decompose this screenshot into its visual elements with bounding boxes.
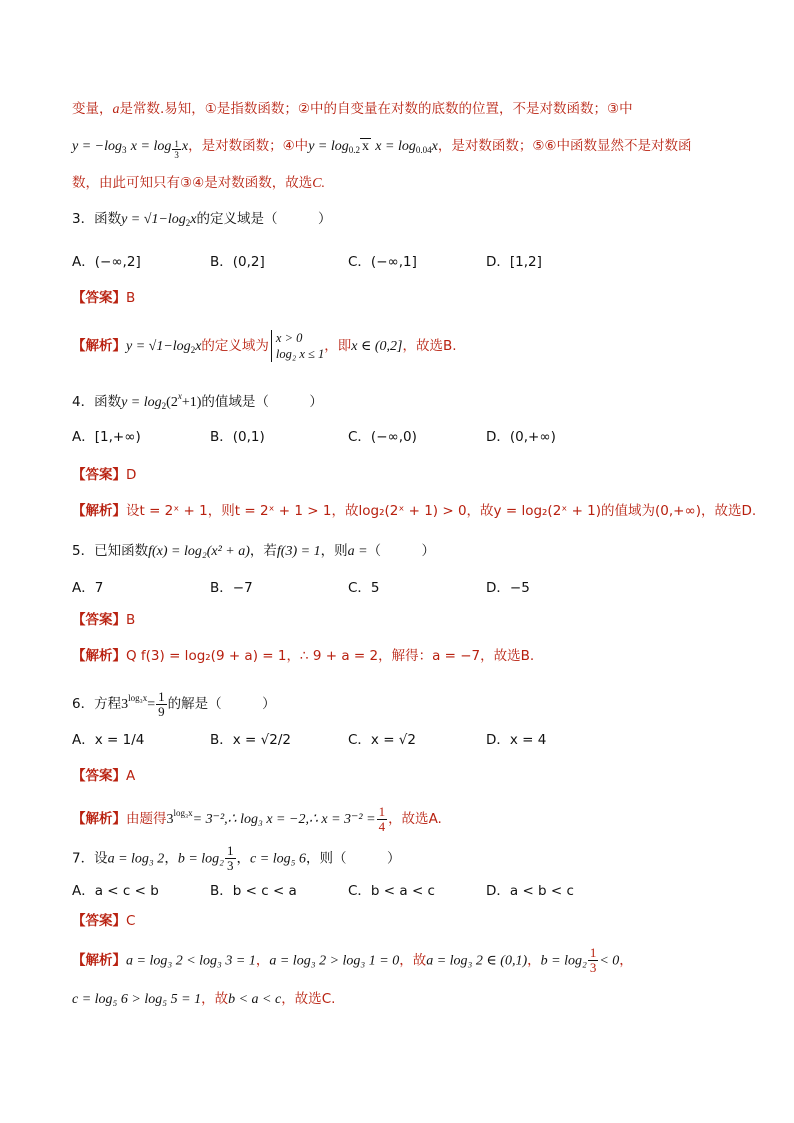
q5-option-a: A．7 bbox=[72, 580, 104, 596]
q5-analysis bbox=[72, 646, 534, 666]
analysis-text: ， bbox=[619, 952, 633, 969]
analysis-text: ，故 bbox=[399, 952, 427, 969]
q-tail: ，则（ ） bbox=[305, 850, 401, 867]
math: x = log bbox=[375, 139, 416, 154]
q-tail: 的定义域是（ ） bbox=[196, 211, 332, 227]
math-sqrt: x bbox=[362, 139, 369, 154]
q3-option-c: C．(−∞,1] bbox=[348, 254, 417, 270]
brace-line: log₂ x ≤ 1 bbox=[275, 347, 325, 361]
math: a = log₃ 2 bbox=[107, 851, 165, 867]
math: b < a < c bbox=[228, 992, 282, 1007]
q4-option-a: A．[1,+∞) bbox=[72, 429, 141, 445]
q6-option-a: A．x = 1/4 bbox=[72, 732, 145, 748]
frac-den: 3 bbox=[174, 150, 179, 160]
q7-option-d: D．a < b < c bbox=[486, 883, 574, 899]
q4-answer bbox=[72, 465, 136, 485]
math-sup: log₃x bbox=[128, 693, 148, 703]
intro-text: ，是对数函数；⑤⑥中函数显然不是对数函 bbox=[437, 138, 692, 154]
math: 3 bbox=[121, 697, 129, 712]
math-sub: 0.04 bbox=[415, 145, 432, 155]
q-tail: 的解是（ ） bbox=[167, 696, 276, 712]
q-text: ，若 bbox=[249, 543, 277, 559]
math: x ∈ (0,2] bbox=[351, 339, 403, 354]
q3-option-a: A．(−∞,2] bbox=[72, 254, 141, 270]
answer-value: D bbox=[126, 467, 137, 483]
q5-option-c: C．5 bbox=[348, 580, 380, 596]
analysis-choice: C. bbox=[321, 991, 336, 1007]
q-number: 7．设 bbox=[72, 850, 108, 867]
analysis-label: 【解析】 bbox=[72, 503, 126, 519]
math-sub: 0.2 bbox=[348, 145, 360, 155]
frac-num: 1 bbox=[378, 803, 386, 819]
q3-analysis bbox=[72, 330, 457, 366]
intro-line-3 bbox=[72, 173, 325, 194]
q7-analysis-line-2 bbox=[72, 989, 335, 1010]
frac-num: 1 bbox=[227, 843, 234, 858]
q3-option-d: D．[1,2] bbox=[486, 254, 542, 270]
analysis-choice: D. bbox=[741, 503, 757, 519]
frac-den: 3 bbox=[589, 960, 597, 975]
math: a = log₃ 2 ∈ (0,1) bbox=[426, 953, 528, 969]
math-sub: 2 bbox=[161, 401, 167, 411]
analysis-text: Q f(3) = log₂(9 + a) = 1，∴ 9 + a = 2，解得：a = −7，故选 bbox=[126, 648, 521, 664]
q4-stem bbox=[72, 386, 323, 416]
q-tail: 的值域是（ ） bbox=[201, 394, 323, 410]
analysis-text: ，故选 bbox=[281, 991, 322, 1007]
analysis-choice: B. bbox=[442, 338, 457, 354]
q7-option-c: C．b < a < c bbox=[348, 883, 435, 899]
q5-option-b: B．−7 bbox=[210, 580, 253, 596]
frac-den: 3 bbox=[227, 858, 234, 873]
q3-answer bbox=[72, 288, 135, 308]
fraction bbox=[156, 690, 167, 719]
math-sup: log₃x bbox=[173, 808, 193, 818]
answer-label: 【答案】 bbox=[72, 913, 126, 929]
fraction bbox=[172, 139, 181, 160]
analysis-choice: A. bbox=[428, 811, 442, 827]
brace-system bbox=[271, 330, 324, 362]
q-number: 5．已知函数 bbox=[72, 543, 149, 559]
frac-num: 1 bbox=[158, 688, 165, 704]
intro-line-2 bbox=[72, 136, 692, 160]
math: x bbox=[190, 212, 197, 227]
intro-text: 变量， bbox=[72, 101, 113, 117]
q6-answer bbox=[72, 766, 135, 786]
math: y = √1−log bbox=[126, 339, 191, 354]
fraction bbox=[377, 805, 388, 834]
math-sub: 2 bbox=[190, 345, 196, 355]
q-text: ，则 bbox=[320, 543, 348, 559]
math-sub: 3 bbox=[122, 145, 127, 155]
answer-value: C bbox=[126, 913, 136, 929]
q7-answer bbox=[72, 911, 135, 931]
q6-option-b: B．x = √2/2 bbox=[210, 732, 291, 748]
q6-analysis bbox=[72, 800, 442, 834]
frac-num: 1 bbox=[174, 139, 179, 149]
math: a = log₃ 2 < log₃ 3 = 1 bbox=[126, 953, 256, 969]
intro-text: 是常数.易知，①是指数函数；②中的自变量在对数的底数的位置，不是对数函数；③中 bbox=[119, 101, 633, 117]
math: x bbox=[431, 139, 438, 154]
analysis-text: ， bbox=[527, 952, 541, 969]
answer-value: B bbox=[126, 290, 136, 306]
answer-value: A bbox=[126, 768, 136, 784]
analysis-label: 【解析】 bbox=[72, 338, 126, 354]
math: y = √1−log bbox=[121, 212, 186, 227]
answer-label: 【答案】 bbox=[72, 768, 126, 784]
math: a = log₃ 2 > log₃ 1 = 0 bbox=[269, 953, 400, 969]
q4-option-d: D．(0,+∞) bbox=[486, 429, 556, 445]
fraction bbox=[588, 946, 599, 975]
analysis-text: ，故选 bbox=[402, 338, 443, 354]
intro-line-1 bbox=[72, 99, 633, 120]
intro-text: ，是对数函数；④中 bbox=[188, 138, 309, 154]
intro-text: 数，由此可知只有③④是对数函数，故选 bbox=[72, 175, 313, 191]
math: = bbox=[147, 697, 156, 712]
q5-stem bbox=[72, 541, 435, 562]
math: (2 bbox=[166, 395, 178, 410]
math: y = log bbox=[308, 139, 349, 154]
math: f(3) = 1 bbox=[276, 544, 321, 559]
q-tail: （ ） bbox=[367, 543, 436, 559]
q7-option-b: B．b < c < a bbox=[210, 883, 297, 899]
analysis-label: 【解析】 bbox=[72, 648, 126, 664]
analysis-text: ， bbox=[255, 952, 270, 969]
q3-option-b: B．(0,2] bbox=[210, 254, 265, 270]
analysis-text: ，故 bbox=[201, 991, 229, 1007]
math: c = log₅ 6 > log₅ 5 = 1 bbox=[72, 992, 202, 1007]
analysis-text: 设t = 2ˣ + 1，则t = 2ˣ + 1 > 1，故log₂(2ˣ + 1) > 0，故y = log₂(2ˣ + 1)的值域为(0,+∞)，故选 bbox=[126, 503, 742, 519]
frac-den: 4 bbox=[378, 818, 386, 834]
answer-label: 【答案】 bbox=[72, 290, 126, 306]
q7-stem bbox=[72, 844, 400, 873]
q4-option-b: B．(0,1) bbox=[210, 429, 265, 445]
frac-den: 9 bbox=[158, 703, 165, 719]
analysis-choice: B. bbox=[520, 648, 535, 664]
math: b = log₂ bbox=[177, 851, 225, 867]
math: x bbox=[195, 339, 202, 354]
math: x = log bbox=[130, 139, 172, 154]
math-sub: 2 bbox=[185, 218, 191, 228]
math: = 3⁻²,∴ log₃ x = −2,∴ x = 3⁻² = bbox=[192, 812, 376, 827]
analysis-text: 由题得 bbox=[126, 811, 167, 827]
math-sup: x bbox=[177, 391, 182, 401]
math: c = log₅ 6 bbox=[250, 851, 306, 867]
answer-label: 【答案】 bbox=[72, 612, 126, 628]
q-text: ， bbox=[236, 850, 251, 867]
frac-num: 1 bbox=[589, 945, 597, 960]
answer-value: B bbox=[126, 612, 136, 628]
analysis-text: ，即 bbox=[324, 338, 352, 354]
q3-stem bbox=[72, 209, 332, 233]
intro-var-a: a bbox=[112, 102, 120, 117]
q6-option-c: C．x = √2 bbox=[348, 732, 417, 748]
q7-analysis-line-1 bbox=[72, 946, 633, 975]
analysis-text: ，故选 bbox=[388, 811, 429, 827]
math: < 0 bbox=[599, 953, 620, 969]
brace-line: x > 0 bbox=[275, 331, 303, 345]
q4-option-c: C．(−∞,0) bbox=[348, 429, 417, 445]
math: x bbox=[181, 139, 189, 154]
math: a = bbox=[347, 544, 368, 559]
q7-option-a: A．a < c < b bbox=[72, 883, 159, 899]
q6-option-d: D．x = 4 bbox=[486, 732, 547, 748]
math: y = log bbox=[121, 395, 162, 410]
fraction bbox=[225, 844, 236, 873]
q5-option-d: D．−5 bbox=[486, 580, 530, 596]
math: 3 bbox=[166, 812, 174, 827]
answer-label: 【答案】 bbox=[72, 467, 126, 483]
analysis-text: 的定义域为 bbox=[201, 338, 269, 354]
intro-choice: C. bbox=[312, 176, 326, 191]
q4-analysis bbox=[72, 501, 756, 521]
q6-stem bbox=[72, 688, 276, 719]
q5-answer bbox=[72, 610, 135, 630]
math: f(x) = log₂(x² + a) bbox=[148, 544, 250, 559]
q-number: 6．方程 bbox=[72, 696, 122, 712]
math: b = log₂ bbox=[540, 953, 587, 969]
q-number: 3．函数 bbox=[72, 211, 122, 227]
analysis-label: 【解析】 bbox=[72, 811, 126, 827]
q-text: ， bbox=[164, 850, 178, 867]
q-number: 4．函数 bbox=[72, 394, 122, 410]
math: +1) bbox=[181, 395, 202, 410]
analysis-label: 【解析】 bbox=[72, 952, 126, 969]
math: y = −log bbox=[72, 139, 122, 154]
